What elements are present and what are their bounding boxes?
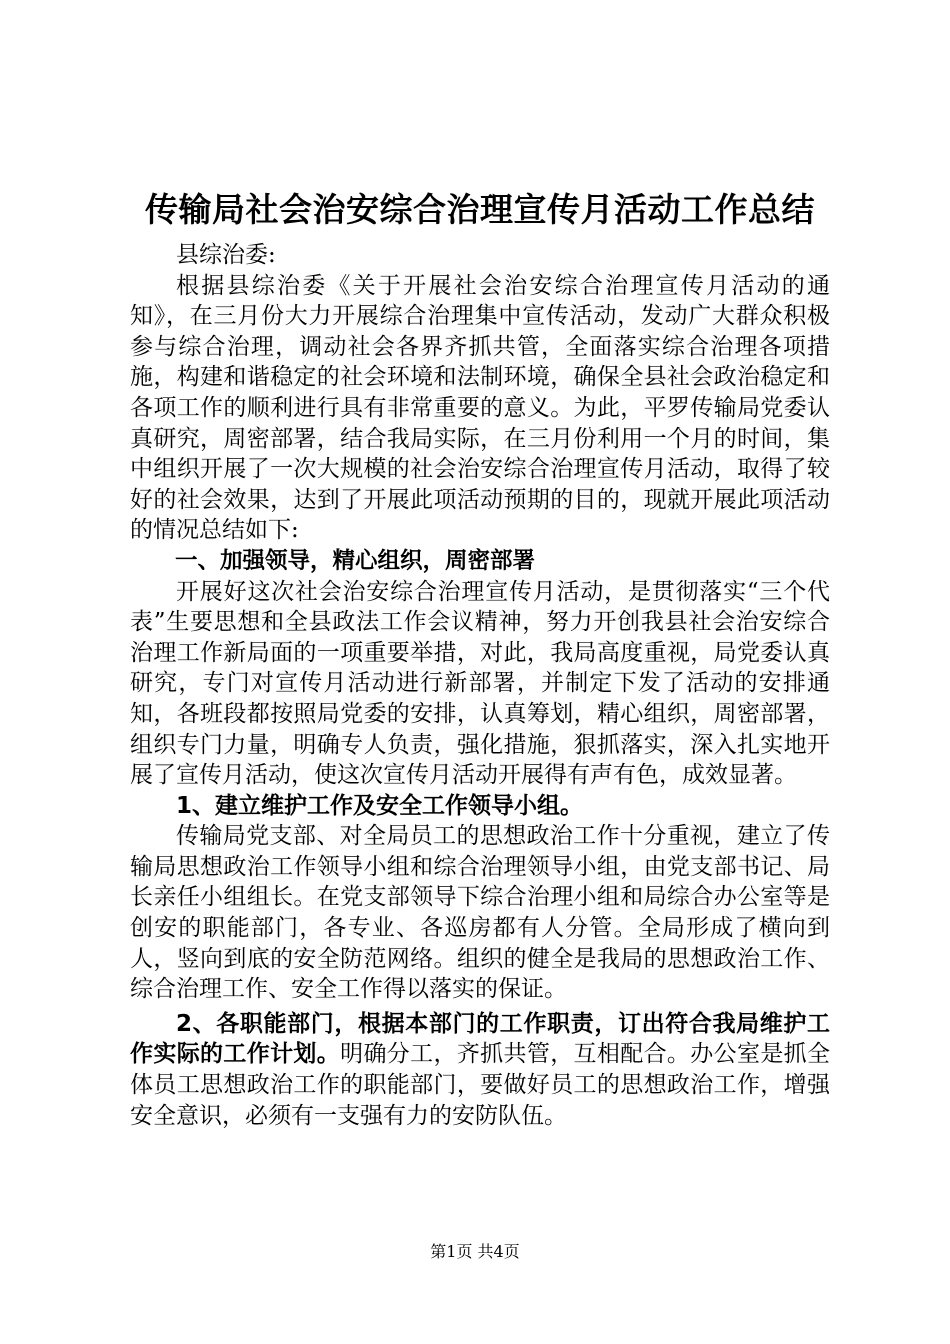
- page-footer: 第1页 共4页: [430, 1242, 520, 1261]
- item-2-lead: 2、各职能部门，根据本部门的工作职责，订出符合我局维护工作实际的工作计划。: [130, 1010, 830, 1068]
- intro-paragraph: 根据县综治委《关于开展社会治安综合治理宣传月活动的通知》，在三月份大力开展综合治理集中宣传活动，发动广大群众积极参与综合治理，调动社会各界齐抓共管，全面落实综合治理各项措施，构建和谐稳定的社会环境和法制环境，确保全县社会政治稳定和各项工作的顺利进行具有非常重要的意义。为此，平罗传输局党委认真研究，周密部署，结合我局实际，在三月份利用一个月的时间，集中组织开展了一次大规模的社会治安综合治理宣传月活动，取得了较好的社会效果，达到了开展此项活动预期的目的，现就开展此项活动的情况总结如下:: [130, 272, 830, 544]
- document-page: [130, 186, 830, 1131]
- item-2-paragraph: [130, 1009, 830, 1131]
- section-1-body: 开展好这次社会治安综合治理宣传月活动，是贯彻落实“三个代表”生要思想和全县政法工作会议精神，努力开创我县社会治安综合治理工作新局面的一项重要举措，对此，我局高度重视，局党委认真研究，专门对宣传月活动进行新部署，并制定下发了活动的安排通知，各班段都按照局党委的安排，认真筹划，精心组织，周密部署，组织专门力量，明确专人负责，强化措施，狠抓落实，深入扎实地开展了宣传月活动，使这次宣传月活动开展得有声有色，成效显著。: [130, 578, 830, 789]
- document-title: 传输局社会治安综合治理宣传月活动工作总结: [145, 190, 815, 229]
- section-1-heading: 一、加强领导，精心组织，周密部署: [175, 547, 536, 574]
- item-1-heading: 1、建立维护工作及安全工作领导小组。: [176, 792, 584, 819]
- item-1-body: 传输局党支部、对全局员工的思想政治工作十分重视，建立了传输局思想政治工作领导小组和综合治理领导小组，由党支部书记、局长亲任小组组长。在党支部领导下综合治理小组和局综合办公室等是创安的职能部门，各专业、各巡房都有人分管。全局形成了横向到人，竖向到底的安全防范网络。组织的健全是我局的思想政治工作、综合治理工作、安全工作得以落实的保证。: [130, 823, 830, 1003]
- item-2-body: 明确分工，齐抓共管，互相配合。办公室是抓全体员工思想政治工作的职能部门，要做好员工的思想政治工作，增强安全意识，必须有一支强有力的安防队伍。: [130, 1041, 831, 1129]
- salutation: 县综治委:: [176, 242, 276, 268]
